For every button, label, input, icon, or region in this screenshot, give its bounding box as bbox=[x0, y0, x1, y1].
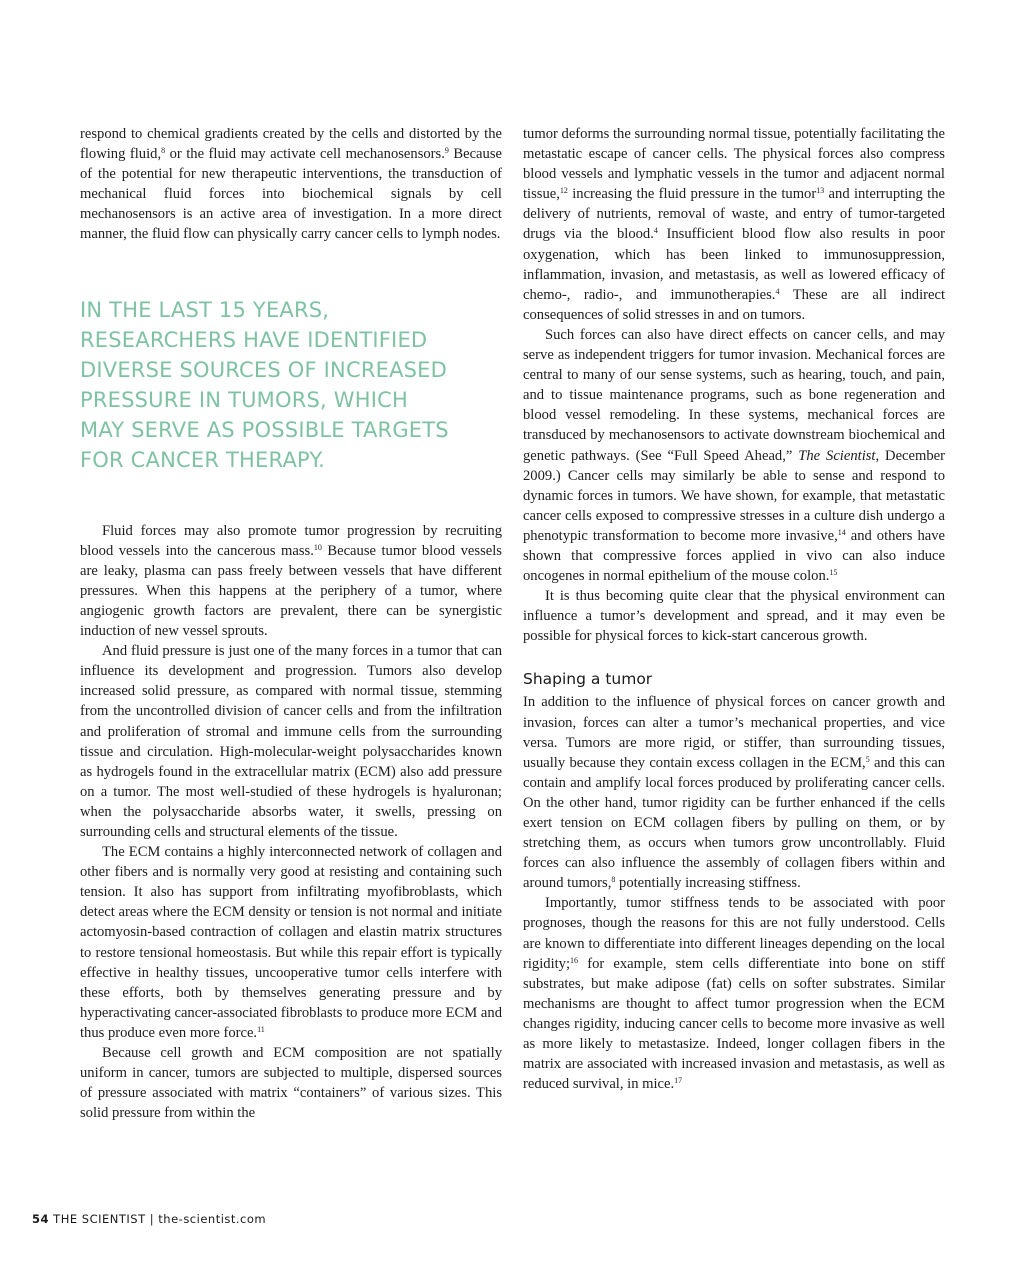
footnote-ref: 8 bbox=[611, 875, 616, 885]
footnote-ref: 4 bbox=[653, 226, 658, 236]
pull-quote-line: DIVERSE SOURCES OF INCREASED bbox=[80, 357, 448, 382]
pull-quote-line: PRESSURE IN TUMORS, WHICH bbox=[80, 387, 408, 412]
paragraph: The ECM contains a highly interconnected network of collagen and other fibers and is normally very good at resisting and containing such tension. It also has support from infiltrating myofibroblasts, which detect areas where the ECM density or tension is not normal and initiate actomyosin-based contraction of collagen and elastin matrix structures to restore tensional homeostasis. But while this repair effort is typically effective in healthy tissues, uncooperative tumor cells interfere with these efforts, both by themselves generating pressure and by hyperactivating cancer-associated fibroblasts to produce more ECM and thus produce even more force.$^{11}$ bbox=[80, 844, 502, 1041]
paragraph: In addition to the influence of physical forces on cancer growth and invasion, forces can alter a tumor’s mechanical properties, and vice versa. Tumors are more rigid, or stiffer, than surrounding tissues, usually because they contain excess collagen in the ECM,$^5$ and this can contain and amplify local forces produced by proliferating cancer cells. On the other hand, tumor rigidity can be further enhanced if the cells exert tension on ECM collagen fibers by pulling on them, or by stretching them, as occurs when tumors grow uncontrollably. Fluid forces can also influence the assembly of collagen fibers within and around tumors,$^8$ potentially increasing stiffness. bbox=[523, 694, 945, 892]
footnote-ref: 12 bbox=[559, 186, 568, 196]
paragraph: Importantly, tumor stiffness tends to be associated with poor prognoses, though the reasons for this are not fully understood. Cells are known to differentiate into different lineages depending on the local rigidity;$^{16}$ for example, stem cells differentiate into bone on stiff substrates, but make adipose (fat) cells on softer substrates. Similar mechanisms are thought to affect tumor progression when the ECM changes rigidity, inducing cancer cells to become more invasive as well as more likely to metastasize. Indeed, longer collagen fibers in the matrix are associated with increased invasion and metastasis, as well as reduced survival, in mice.$^{17}$ bbox=[523, 895, 945, 1093]
pull-quote-line: MAY SERVE AS POSSIBLE TARGETS bbox=[80, 417, 449, 442]
paragraph: respond to chemical gradients created by the cells and distorted by the flowing fluid,$^8$ or the fluid may activate cell mechanosensors.$^9$ Because of the potential for new therapeutic interventions, the transduction of mechanical fluid forces into biochemical signals by cell mechanosensors is an active area of investigation. In a more direct manner, the fluid flow can physically carry cancer cells to lymph nodes. bbox=[80, 126, 502, 243]
left-column bbox=[80, 124, 502, 1123]
footnote-ref: 13 bbox=[816, 186, 825, 196]
footnote-ref: 17 bbox=[674, 1076, 683, 1086]
publication-name: THE SCIENTIST bbox=[53, 1212, 146, 1226]
page-number: 54 bbox=[32, 1212, 50, 1226]
page-footer bbox=[32, 1212, 266, 1226]
paragraph: Such forces can also have direct effects on cancer cells, and may serve as independent triggers for tumor invasion. Mechanical forces are central to many of our sense systems, such as hearing, touch, and pain, and to tissue maintenance programs, such as bone regeneration and blood vessel remodeling. In these systems, mechanical forces are transduced by mechanosensors to activate downstream biochemical and genetic pathways. (See “Full Speed Ahead,” The Scientist, December 2009.) Cancer cells may similarly be able to sense and respond to dynamic forces in tumors. We have shown, for example, that metastatic cancer cells exposed to compressive stresses in a culture dish undergo a phenotypic transformation to become more invasive,$^{14}$ and others have shown that compressive forces applied in vivo can also induce oncogenes in normal epithelium of the mouse colon.$^{15}$ bbox=[523, 326, 945, 585]
pull-quote-line: FOR CANCER THERAPY. bbox=[80, 447, 326, 472]
right-column bbox=[523, 124, 945, 1094]
section-heading: Shaping a tumor bbox=[523, 670, 653, 689]
pull-quote-line: IN THE LAST 15 YEARS, bbox=[80, 297, 330, 322]
footnote-ref: 10 bbox=[313, 542, 322, 552]
footer-separator: | bbox=[149, 1212, 155, 1226]
paragraph: Because cell growth and ECM composition are not spatially uniform in cancer, tumors are subjected to multiple, dispersed sources of pressure associated with matrix “containers” of various sizes. This solid pressure from within the bbox=[80, 1045, 502, 1122]
footnote-ref: 11 bbox=[257, 1024, 265, 1034]
footnote-ref: 5 bbox=[865, 754, 870, 764]
footnote-ref: 14 bbox=[837, 527, 846, 537]
footnote-ref: 15 bbox=[829, 568, 838, 578]
footnote-ref: 9 bbox=[444, 146, 449, 156]
footnote-ref: 4 bbox=[775, 286, 780, 296]
footnote-ref: 8 bbox=[161, 146, 166, 156]
pull-quote bbox=[80, 295, 502, 475]
paragraph: tumor deforms the surrounding normal tissue, potentially facilitating the metastatic escape of cancer cells. The physical forces also compress blood vessels and lymphatic vessels in the tumor and adjacent normal tissue,$^{12}$ increasing the fluid pressure in the tumor$^{13}$ and interrupting the delivery of nutrients, removal of waste, and entry of tumor-targeted drugs via the blood.$^4$ Insufficient blood flow also results in poor oxygenation, which has been linked to immunosuppression, inflammation, invasion, and metastasis, as well as lowered efficacy of chemo-, radio-, and immunotherapies.$^4$ These are all indirect consequences of solid stresses in and on tumors. bbox=[523, 126, 946, 323]
paragraph: Fluid forces may also promote tumor progression by recruiting blood vessels into the cancerous mass.$^{10}$ Because tumor blood vessels are leaky, plasma can pass freely between vessels that have different pressures. When this happens at the periphery of a tumor, where angiogenic growth factors are prevalent, there can be synergistic induction of new vessel sprouts. bbox=[80, 522, 502, 640]
website-link[interactable]: the-scientist.com bbox=[158, 1212, 267, 1226]
paragraph: It is thus becoming quite clear that the physical environment can influence a tumor’s development and spread, and it may even be possible for physical forces to kick-start cancerous growth. bbox=[523, 588, 945, 645]
pull-quote-line: RESEARCHERS HAVE IDENTIFIED bbox=[80, 327, 428, 352]
footnote-ref: 16 bbox=[570, 955, 579, 965]
publication-title: The Scientist bbox=[798, 447, 876, 464]
paragraph: And fluid pressure is just one of the many forces in a tumor that can influence its development and progression. Tumors also develop increased solid pressure, as compared with normal tissue, stemming from the uncontrolled division of cancer cells and from the infiltration and proliferation of stromal and immune cells from the surrounding tissue and circulation. High-molecular-weight polysaccharides known as hydrogels found in the extracellular matrix (ECM) also add pressure on a tumor. The most well-studied of these hydrogels is hyaluronan; when the polysaccharide absorbs water, it swells, pressing on surrounding cells and structural elements of the tissue. bbox=[80, 643, 502, 840]
